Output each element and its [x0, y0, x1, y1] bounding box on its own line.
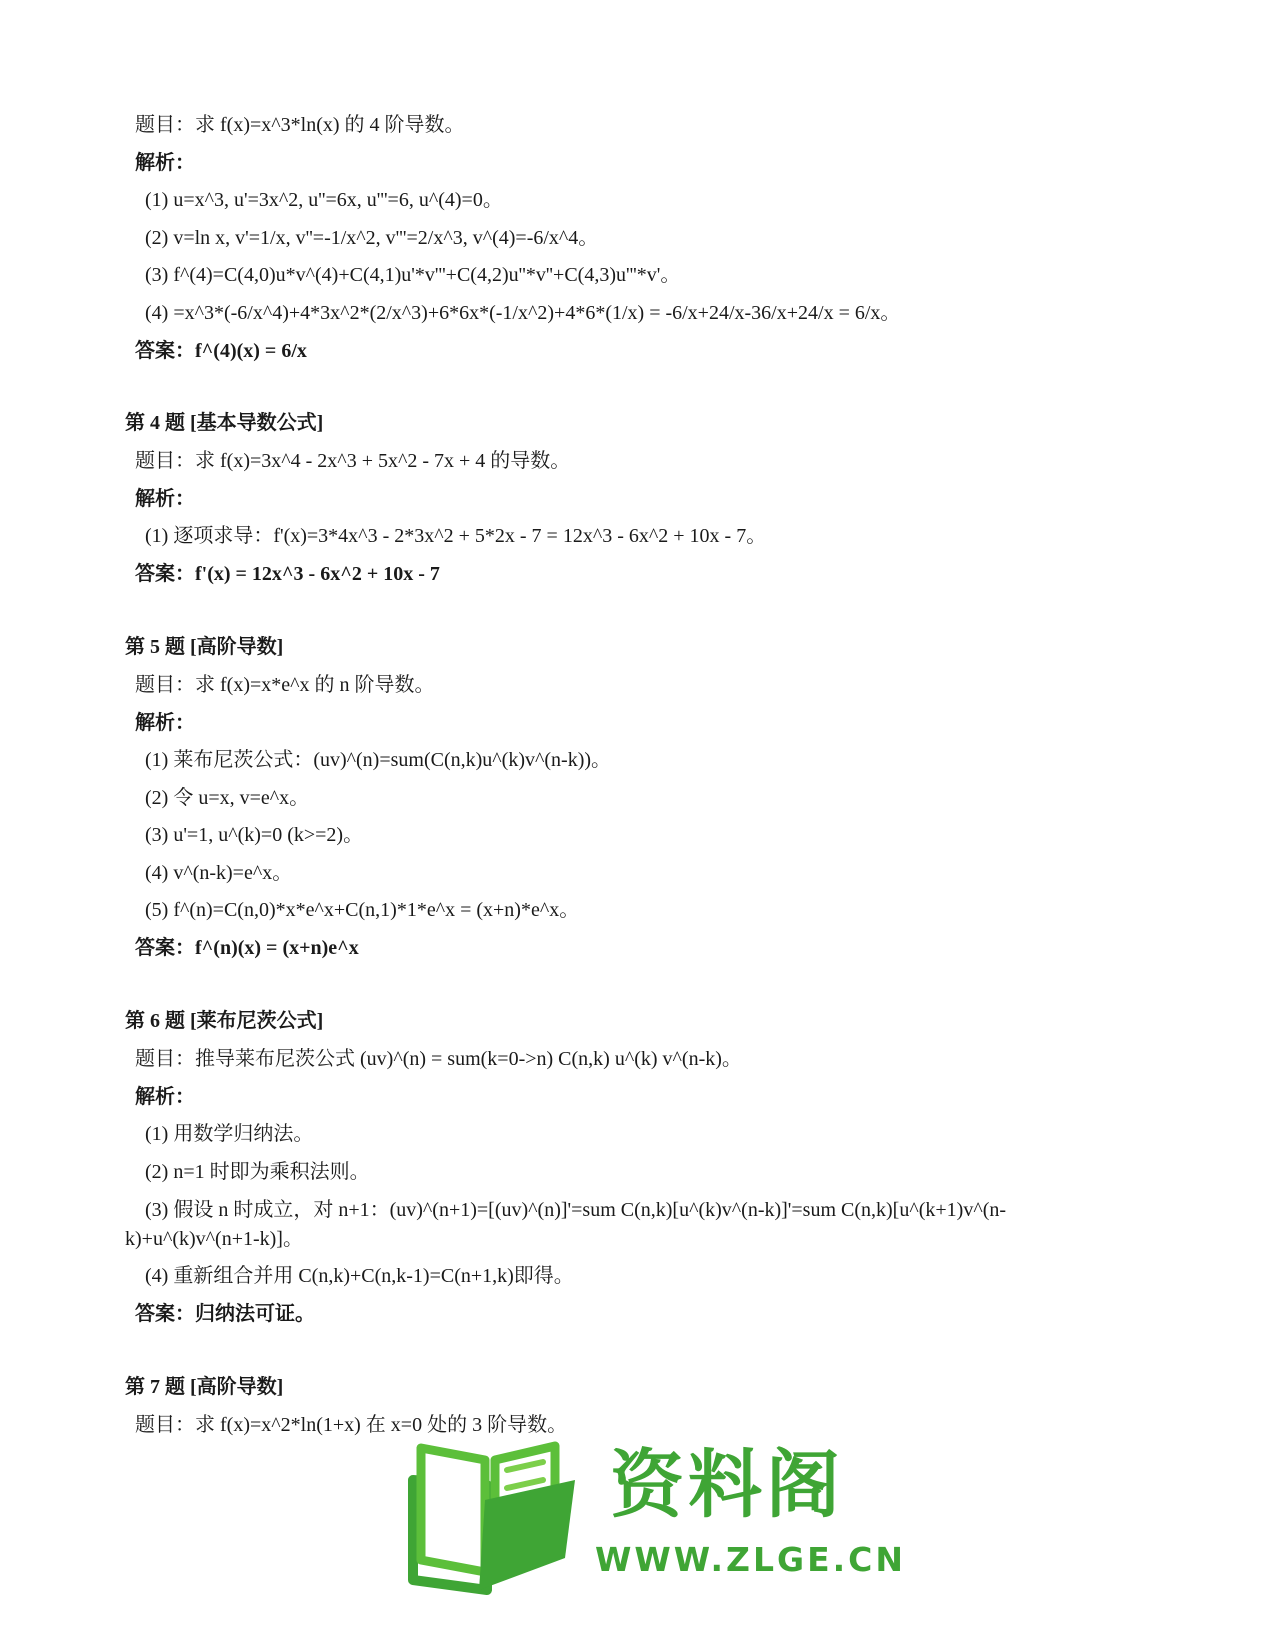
problem-3-step-3: (3) f^(4)=C(4,0)u*v^(4)+C(4,1)u'*v'''+C(4,2)u''*v''+C(4,3)u'''*v'。 [145, 264, 681, 286]
problem-5-analysis-label: 解析： [135, 712, 195, 734]
problem-5-heading: 第 5 题 [高阶导数] [125, 636, 284, 658]
book-folder-icon [395, 1440, 595, 1600]
problem-3-step-1: (1) u=x^3, u'=3x^2, u''=6x, u'''=6, u^(4)=0。 [145, 189, 503, 211]
problem-5-step-1: (1) 莱布尼茨公式：(uv)^(n)=sum(C(n,k)u^(k)v^(n-k))。 [145, 749, 612, 771]
problem-4-analysis-label: 解析： [135, 488, 195, 510]
problem-6-question: 题目：推导莱布尼茨公式 (uv)^(n) = sum(k=0->n) C(n,k) u^(k) v^(n-k)。 [135, 1048, 742, 1070]
problem-5-step-5: (5) f^(n)=C(n,0)*x*e^x+C(n,1)*1*e^x = (x+n)*e^x。 [145, 899, 580, 921]
problem-7-heading: 第 7 题 [高阶导数] [125, 1376, 284, 1398]
problem-6-step-3-continued: k)+u^(k)v^(n+1-k)]。 [125, 1228, 303, 1250]
problem-3-question: 题目：求 f(x)=x^3*ln(x) 的 4 阶导数。 [135, 114, 465, 136]
problem-6-heading: 第 6 题 [莱布尼茨公式] [125, 1010, 324, 1032]
problem-3-step-4: (4) =x^3*(-6/x^4)+4*3x^2*(2/x^3)+6*6x*(-1/x^2)+4*6*(1/x) = -6/x+24/x-36/x+24/x = 6/x。 [145, 302, 901, 324]
problem-6-answer: 答案：归纳法可证。 [135, 1303, 315, 1325]
problem-4-step-1: (1) 逐项求导：f'(x)=3*4x^3 - 2*3x^2 + 5*2x - 7 = 12x^3 - 6x^2 + 10x - 7。 [145, 525, 767, 547]
watermark-url: WWW.ZLGE.CN [595, 1540, 907, 1579]
problem-5-step-2: (2) 令 u=x, v=e^x。 [145, 787, 310, 809]
problem-5-step-3: (3) u'=1, u^(k)=0 (k>=2)。 [145, 824, 364, 846]
problem-3-analysis-label: 解析： [135, 152, 195, 174]
problem-3-answer: 答案：f^(4)(x) = 6/x [135, 340, 307, 362]
problem-6-step-1: (1) 用数学归纳法。 [145, 1123, 314, 1145]
problem-6-analysis-label: 解析： [135, 1086, 195, 1108]
watermark-logo [395, 1440, 907, 1600]
problem-7-question: 题目：求 f(x)=x^2*ln(1+x) 在 x=0 处的 3 阶导数。 [135, 1414, 568, 1436]
problem-6-step-2: (2) n=1 时即为乘积法则。 [145, 1161, 370, 1183]
problem-3-step-2: (2) v=ln x, v'=1/x, v''=-1/x^2, v'''=2/x^3, v^(4)=-6/x^4。 [145, 227, 599, 249]
watermark-name: 资料阁 [610, 1442, 844, 1528]
problem-4-answer: 答案：f'(x) = 12x^3 - 6x^2 + 10x - 7 [135, 563, 440, 585]
problem-5-question: 题目：求 f(x)=x*e^x 的 n 阶导数。 [135, 674, 435, 696]
problem-4-question: 题目：求 f(x)=3x^4 - 2x^3 + 5x^2 - 7x + 4 的导数。 [135, 450, 571, 472]
problem-6-step-3: (3) 假设 n 时成立，对 n+1：(uv)^(n+1)=[(uv)^(n)]'=sum C(n,k)[u^(k)v^(n-k)]'=sum C(n,k)[u^(k+1)v^(n- [145, 1199, 1007, 1221]
problem-5-step-4: (4) v^(n-k)=e^x。 [145, 862, 293, 884]
problem-5-answer: 答案：f^(n)(x) = (x+n)e^x [135, 937, 359, 959]
problem-6-step-4: (4) 重新组合并用 C(n,k)+C(n,k-1)=C(n+1,k)即得。 [145, 1265, 574, 1287]
problem-4-heading: 第 4 题 [基本导数公式] [125, 412, 324, 434]
